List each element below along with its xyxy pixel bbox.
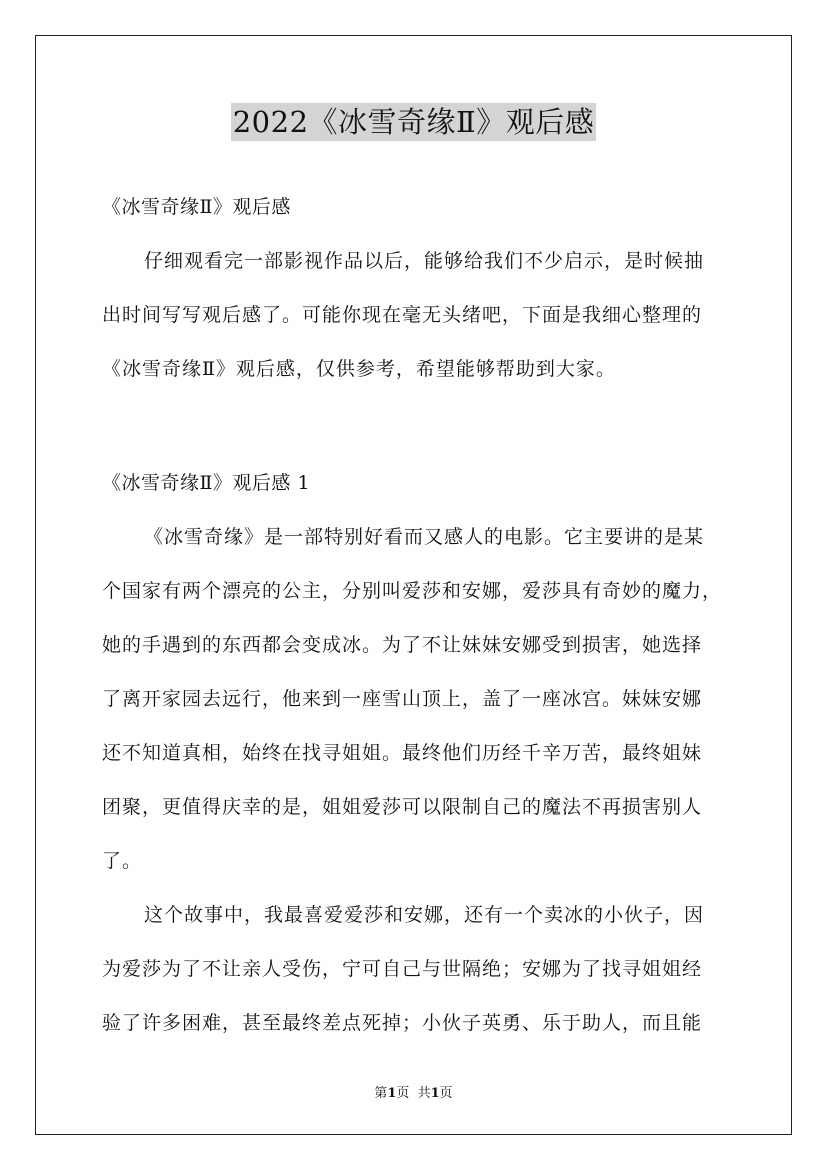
paragraph-line: 团聚，更值得庆幸的是，姐姐爱莎可以限制自己的魔法不再损害别人 — [102, 796, 703, 818]
intro-line: 《冰雪奇缘Ⅱ》观后感，仅供参考，希望能够帮助到大家。 — [102, 358, 616, 380]
paragraph-line: 她的手遇到的东西都会变成冰。为了不让妹妹安娜受到损害，她选择 — [102, 634, 703, 656]
paragraph-line: 这个故事中，我最喜爱爱莎和安娜，还有一个卖冰的小伙子，因 — [144, 904, 705, 926]
document-title: 2022《冰雪奇缘Ⅱ》观后感 — [232, 105, 595, 139]
footer-total-pages: 1 — [430, 1086, 440, 1101]
paragraph-line: 为爱莎为了不让亲人受伤，宁可自己与世隔绝；安娜为了找寻姐姐经 — [102, 958, 703, 980]
footer-page-number: 1 — [387, 1086, 397, 1101]
intro-line: 仔细观看完一部影视作品以后，能够给我们不少启示，是时候抽 — [144, 250, 705, 272]
section-heading: 《冰雪奇缘Ⅱ》观后感 1 — [102, 472, 311, 494]
paragraph-line: 验了许多困难，甚至最终差点死掉；小伙子英勇、乐于助人，而且能 — [102, 1012, 703, 1034]
footer-prefix: 第 — [374, 1086, 388, 1101]
paragraph-line: 个国家有两个漂亮的公主，分别叫爱莎和安娜，爱莎具有奇妙的魔力， — [102, 580, 723, 602]
subtitle: 《冰雪奇缘Ⅱ》观后感 — [102, 196, 291, 218]
document-body — [102, 180, 730, 1050]
intro-line: 出时间写写观后感了。可能你现在毫无头绪吧，下面是我细心整理的 — [102, 304, 703, 326]
paragraph-line: 了离开家园去远行，他来到一座雪山顶上，盖了一座冰宫。妹妹安娜 — [102, 688, 703, 710]
paragraph-line: 了。 — [102, 850, 143, 872]
paragraph-line: 还不知道真相，始终在找寻姐姐。最终他们历经千辛万苦，最终姐妹 — [102, 742, 703, 764]
paragraph-line: 《冰雪奇缘》是一部特别好看而又感人的电影。它主要讲的是某 — [144, 526, 705, 548]
title-wrap — [0, 103, 827, 141]
page-footer — [0, 1082, 827, 1101]
spacer — [102, 396, 730, 456]
footer-mid: 页 共 — [396, 1086, 431, 1101]
footer-suffix: 页 — [439, 1086, 453, 1101]
